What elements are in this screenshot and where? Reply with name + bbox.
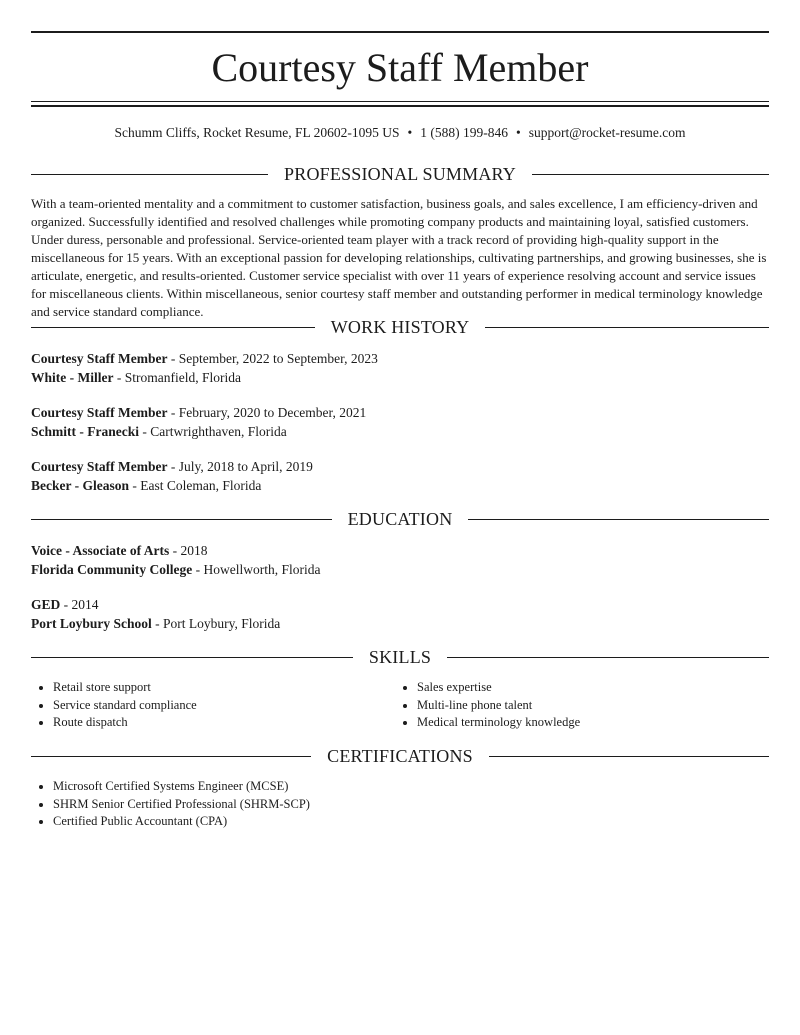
certifications-list [31, 778, 753, 831]
section-header-work-history [31, 316, 769, 338]
divider-line [468, 519, 769, 520]
skill-item: • Multi-line phone talent [417, 697, 787, 715]
divider-line [532, 174, 769, 175]
section-title: CERTIFICATIONS [327, 745, 473, 766]
section-title: SKILLS [368, 646, 432, 667]
education-entry [31, 541, 769, 579]
summary-text: With a team-oriented mentality and a commitment to customer satisfaction, business goals, and sales excellence, I am efficiency-driven and organized. Successfully identified and resolved challenges while promoting company products and maintaining loyal, satisfied customers. Under duress, personable and professional. Service-oriented team player with a track record of providing high-quality support in the miscellaneous for 15 years. With an exceptional passion for developing relationships, cultivating partnerships, and growing businesses, she is articulate, energetic, and results-oriented. Customer service specialist with over 11 years of experience resolving account and service issues for miscellaneous clients. Within miscellaneous, senior courtesy staff member and outstanding performer in medical terminology knowledge and service standard compliance. [31, 196, 767, 319]
skill-item: • Retail store support [53, 679, 393, 697]
job-dates: - September, 2022 to September, 2023 [170, 351, 378, 366]
divider-line [31, 327, 315, 328]
skill-item: • Route dispatch [53, 714, 393, 732]
header-rule-lower [31, 105, 769, 107]
divider-line [489, 756, 769, 757]
section-title: PROFESSIONAL SUMMARY [284, 163, 516, 184]
divider-line [31, 519, 332, 520]
job-location: - East Coleman, Florida [132, 478, 262, 493]
divider-line [485, 327, 769, 328]
job-company: Becker - Gleason [31, 478, 129, 493]
skill-item: • Sales expertise [417, 679, 787, 697]
divider-line [31, 657, 353, 658]
education-location: - Port Loybury, Florida [155, 616, 281, 631]
section-header-skills [31, 646, 769, 668]
contact-phone: 1 (588) 199-846 [420, 125, 508, 140]
contact-separator: • [407, 125, 413, 140]
job-company: Schmitt - Franecki [31, 424, 139, 439]
job-entry [31, 457, 769, 495]
job-dates: - July, 2018 to April, 2019 [170, 459, 313, 474]
section-title: WORK HISTORY [330, 316, 470, 337]
job-role: Courtesy Staff Member [31, 351, 168, 366]
education-degree-line [31, 541, 769, 560]
education-school-line [31, 614, 769, 633]
contact-line [31, 124, 769, 142]
job-title-line [31, 457, 769, 476]
job-entry [31, 403, 769, 441]
job-role: Courtesy Staff Member [31, 459, 168, 474]
job-title-line [31, 403, 769, 422]
job-title-line [31, 349, 769, 368]
certification-item: • Microsoft Certified Systems Engineer (MCSE) [53, 778, 753, 796]
skills-list-right [395, 679, 787, 732]
divider-line [31, 174, 268, 175]
section-title: EDUCATION [347, 508, 453, 529]
education-entry [31, 595, 769, 633]
skills-list-left [31, 679, 393, 732]
divider-line [447, 657, 769, 658]
contact-email[interactable]: support@rocket-resume.com [528, 125, 686, 140]
certification-item: • SHRM Senior Certified Professional (SHRM-SCP) [53, 796, 753, 814]
top-rule [31, 31, 769, 33]
education-school: Port Loybury School [31, 616, 152, 631]
education-location: - Howellworth, Florida [195, 562, 321, 577]
contact-separator: • [515, 125, 521, 140]
education-school: Florida Community College [31, 562, 193, 577]
education-year: - 2018 [172, 543, 208, 558]
job-location: - Cartwrighthaven, Florida [142, 424, 287, 439]
section-header-summary [31, 163, 769, 185]
candidate-name: Courtesy Staff Member [211, 45, 589, 90]
section-header-education [31, 508, 769, 530]
job-entry [31, 349, 769, 387]
job-company-line [31, 476, 769, 495]
job-company: White - Miller [31, 370, 114, 385]
header-rule-upper [31, 101, 769, 102]
job-location: - Stromanfield, Florida [116, 370, 241, 385]
skill-item: • Medical terminology knowledge [417, 714, 787, 732]
education-year: - 2014 [63, 597, 99, 612]
education-degree: Voice - Associate of Arts [31, 543, 170, 558]
section-header-certifications [31, 745, 769, 767]
skill-item: • Service standard compliance [53, 697, 393, 715]
job-company-line [31, 368, 769, 387]
education-degree-line [31, 595, 769, 614]
education-school-line [31, 560, 769, 579]
job-role: Courtesy Staff Member [31, 405, 168, 420]
divider-line [31, 756, 311, 757]
contact-address: Schumm Cliffs, Rocket Resume, FL 20602-1095 US [114, 125, 400, 140]
certification-item: • Certified Public Accountant (CPA) [53, 813, 753, 831]
job-dates: - February, 2020 to December, 2021 [170, 405, 367, 420]
education-degree: GED [31, 597, 61, 612]
job-company-line [31, 422, 769, 441]
